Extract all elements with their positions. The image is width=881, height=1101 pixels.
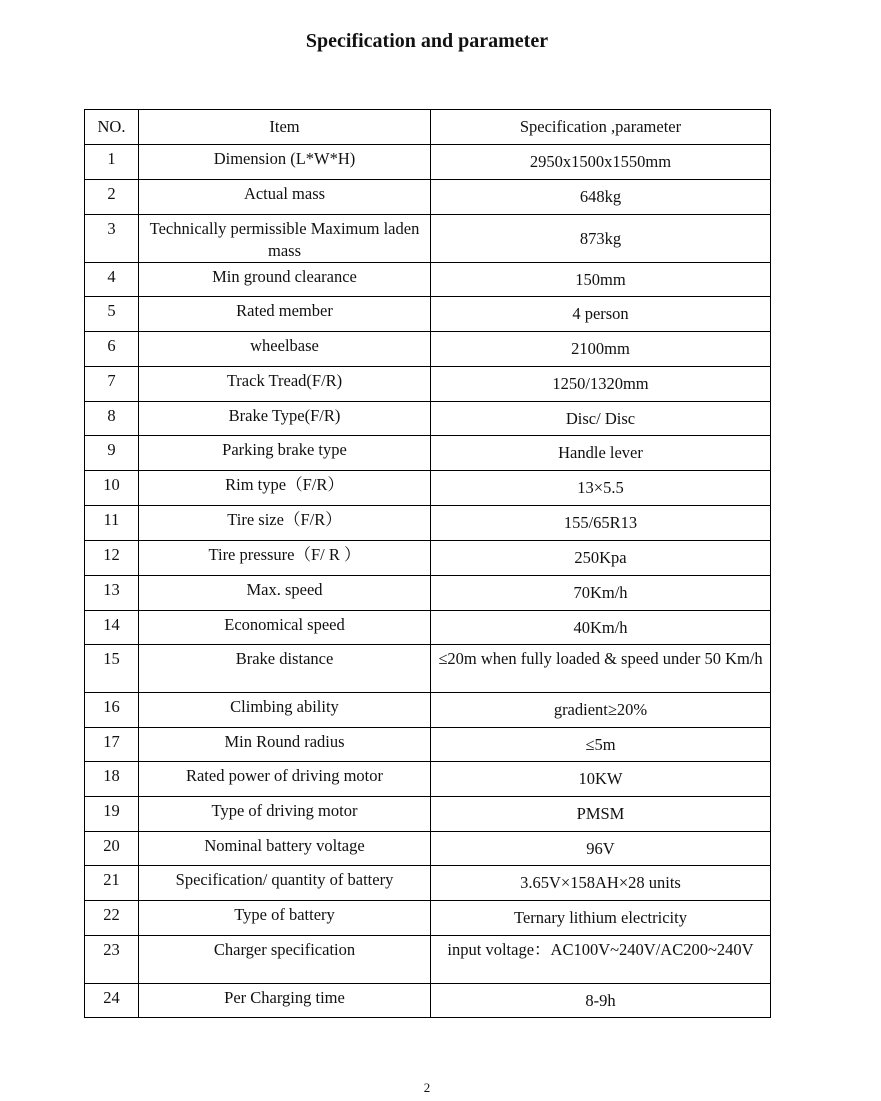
- row-number: 15: [85, 645, 139, 693]
- table-row: [85, 984, 771, 1018]
- table-body: [85, 145, 771, 1018]
- row-spec: 3.65V×158AH×28 units: [431, 866, 771, 901]
- row-item: Rim type（F/R）: [139, 471, 431, 506]
- table-row: [85, 180, 771, 215]
- row-item: Tire pressure（F/ R ）: [139, 541, 431, 576]
- row-spec: input voltage：AC100V~240V/AC200~240V: [431, 936, 771, 984]
- table-row: [85, 367, 771, 402]
- row-spec: 155/65R13: [431, 506, 771, 541]
- table-row: [85, 832, 771, 866]
- table-row: [85, 901, 771, 936]
- row-item: Climbing ability: [139, 693, 431, 728]
- table-row: [85, 866, 771, 901]
- table-row: [85, 471, 771, 506]
- row-number: 24: [85, 984, 139, 1018]
- row-spec: 8-9h: [431, 984, 771, 1018]
- row-number: 9: [85, 436, 139, 471]
- row-spec: 873kg: [431, 215, 771, 263]
- row-item: wheelbase: [139, 332, 431, 367]
- row-item: Min Round radius: [139, 728, 431, 762]
- table-row: [85, 402, 771, 436]
- table-row: [85, 436, 771, 471]
- row-spec: 40Km/h: [431, 611, 771, 645]
- row-number: 12: [85, 541, 139, 576]
- row-spec: ≤5m: [431, 728, 771, 762]
- row-number: 10: [85, 471, 139, 506]
- row-item: Type of battery: [139, 901, 431, 936]
- row-item: Type of driving motor: [139, 797, 431, 832]
- row-spec: 96V: [431, 832, 771, 866]
- row-item: Actual mass: [139, 180, 431, 215]
- table-row: [85, 215, 771, 263]
- row-spec: 70Km/h: [431, 576, 771, 611]
- table-row: [85, 263, 771, 297]
- row-number: 1: [85, 145, 139, 180]
- table-row: [85, 728, 771, 762]
- row-number: 16: [85, 693, 139, 728]
- row-spec: 2100mm: [431, 332, 771, 367]
- row-spec: ≤20m when fully loaded & speed under 50 Km/h: [431, 645, 771, 693]
- row-item: Parking brake type: [139, 436, 431, 471]
- row-item: Nominal battery voltage: [139, 832, 431, 866]
- table-row: [85, 145, 771, 180]
- header-no: NO.: [85, 110, 139, 145]
- row-spec: PMSM: [431, 797, 771, 832]
- row-number: 20: [85, 832, 139, 866]
- table-row: [85, 332, 771, 367]
- row-item: Rated member: [139, 297, 431, 332]
- row-spec: 10KW: [431, 762, 771, 797]
- header-item: Item: [139, 110, 431, 145]
- row-item: Per Charging time: [139, 984, 431, 1018]
- row-spec: 648kg: [431, 180, 771, 215]
- row-number: 8: [85, 402, 139, 436]
- row-item: Dimension (L*W*H): [139, 145, 431, 180]
- row-item: Charger specification: [139, 936, 431, 984]
- row-number: 19: [85, 797, 139, 832]
- table-row: [85, 297, 771, 332]
- row-number: 4: [85, 263, 139, 297]
- row-item: Specification/ quantity of battery: [139, 866, 431, 901]
- table-row: [85, 576, 771, 611]
- row-number: 18: [85, 762, 139, 797]
- table-row: [85, 797, 771, 832]
- row-item: Rated power of driving motor: [139, 762, 431, 797]
- row-item: Technically permissible Maximum laden mass: [139, 215, 431, 263]
- row-spec: Ternary lithium electricity: [431, 901, 771, 936]
- row-number: 3: [85, 215, 139, 263]
- row-spec: Disc/ Disc: [431, 402, 771, 436]
- row-item: Track Tread(F/R): [139, 367, 431, 402]
- row-number: 13: [85, 576, 139, 611]
- page-title: Specification and parameter: [305, 30, 549, 52]
- row-number: 5: [85, 297, 139, 332]
- row-item: Min ground clearance: [139, 263, 431, 297]
- row-item: Brake Type(F/R): [139, 402, 431, 436]
- row-spec: 150mm: [431, 263, 771, 297]
- row-number: 11: [85, 506, 139, 541]
- row-item: Brake distance: [139, 645, 431, 693]
- row-number: 2: [85, 180, 139, 215]
- header-spec: Specification ,parameter: [431, 110, 771, 145]
- table-row: [85, 506, 771, 541]
- row-number: 23: [85, 936, 139, 984]
- table-row: [85, 541, 771, 576]
- table-row: [85, 645, 771, 693]
- table-row: [85, 611, 771, 645]
- row-spec: 13×5.5: [431, 471, 771, 506]
- row-number: 17: [85, 728, 139, 762]
- row-number: 6: [85, 332, 139, 367]
- table-row: [85, 762, 771, 797]
- specification-table: [84, 109, 771, 1018]
- row-spec: Handle lever: [431, 436, 771, 471]
- row-item: Tire size（F/R）: [139, 506, 431, 541]
- row-number: 14: [85, 611, 139, 645]
- row-number: 22: [85, 901, 139, 936]
- row-item: Economical speed: [139, 611, 431, 645]
- row-item: Max. speed: [139, 576, 431, 611]
- row-spec: 250Kpa: [431, 541, 771, 576]
- table-row: [85, 693, 771, 728]
- row-number: 7: [85, 367, 139, 402]
- row-spec: 1250/1320mm: [431, 367, 771, 402]
- row-spec: gradient≥20%: [431, 693, 771, 728]
- row-number: 21: [85, 866, 139, 901]
- table-row: [85, 936, 771, 984]
- table-header-row: [85, 110, 771, 145]
- page-number: 2: [423, 1080, 431, 1095]
- row-spec: 4 person: [431, 297, 771, 332]
- row-spec: 2950x1500x1550mm: [431, 145, 771, 180]
